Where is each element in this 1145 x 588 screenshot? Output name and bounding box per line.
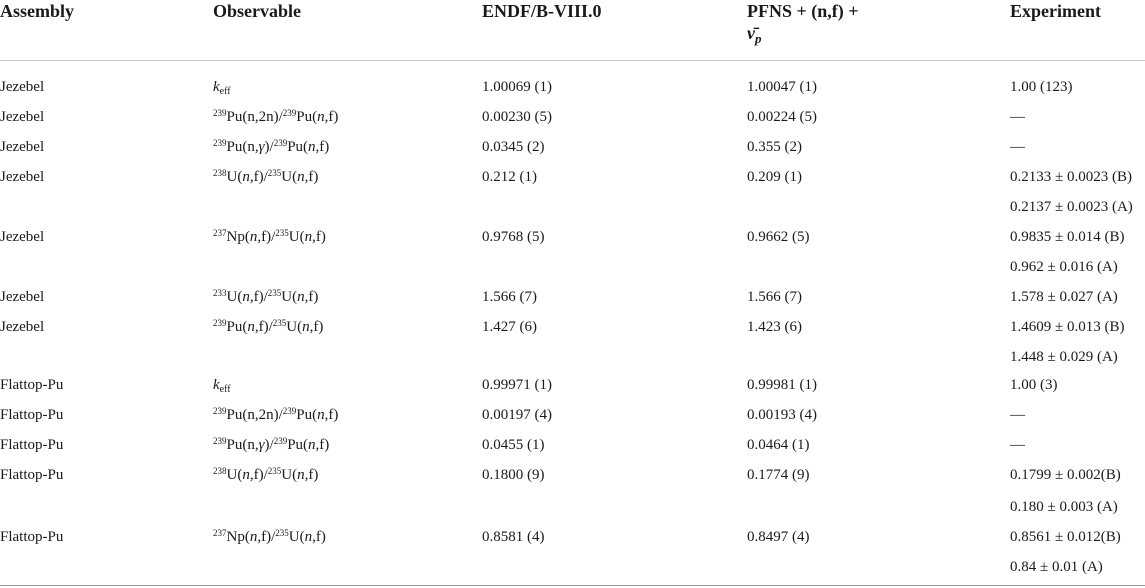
cell-experiment: 0.9835 ± 0.014 (B) [1010, 229, 1125, 245]
cell-pfns: 0.9662 (5) [747, 229, 810, 245]
cell-pfns: 0.355 (2) [747, 139, 802, 155]
cell-pfns: 0.8497 (4) [747, 529, 810, 545]
cell-pfns: 0.99981 (1) [747, 377, 817, 393]
cell-experiment: 0.2133 ± 0.0023 (B) [1010, 169, 1132, 185]
cell-assembly: Jezebel [0, 139, 45, 155]
table-row [0, 105, 1145, 129]
header-pfns-line2: $\nū_p$ [747, 23, 762, 46]
header-rule [0, 60, 1145, 61]
cell-endf: 0.99971 (1) [482, 377, 552, 393]
cell-experiment: 1.578 ± 0.027 (A) [1010, 289, 1118, 305]
cell-pfns: 0.00193 (4) [747, 407, 817, 423]
bottom-rule [0, 585, 1145, 586]
table-row [0, 525, 1145, 549]
cell-observable: $^{237}$Np(n,f)/$^{235}$U(n,f) [213, 528, 326, 545]
cell-experiment: 0.84 ± 0.01 (A) [1010, 559, 1103, 575]
table-row [0, 433, 1145, 457]
cell-assembly: Flattop-Pu [0, 407, 64, 423]
cell-endf: 0.9768 (5) [482, 229, 545, 245]
table-row [0, 373, 1145, 397]
cell-endf: 0.212 (1) [482, 169, 537, 185]
cell-pfns: 1.566 (7) [747, 289, 802, 305]
table-header [0, 0, 1145, 60]
header-experiment: Experiment [1010, 1, 1101, 21]
cell-assembly: Jezebel [0, 289, 45, 305]
cell-endf: 0.00197 (4) [482, 407, 552, 423]
cell-endf: 1.427 (6) [482, 319, 537, 335]
header-pfns [747, 0, 859, 44]
cell-experiment: 1.448 ± 0.029 (A) [1010, 349, 1118, 365]
cell-assembly: Jezebel [0, 79, 45, 95]
header-endf: ENDF/B-VIII.0 [482, 1, 602, 21]
cell-assembly: Jezebel [0, 169, 45, 185]
cell-pfns: 0.209 (1) [747, 169, 802, 185]
cell-endf: 0.8581 (4) [482, 529, 545, 545]
table-row [0, 315, 1145, 339]
cell-observable: $^{239}$Pu(n,f)/$^{235}$U(n,f) [213, 318, 324, 335]
table-row [0, 463, 1145, 487]
table-row [0, 225, 1145, 249]
table-row [0, 345, 1145, 369]
cell-observable: $^{237}$Np(n,f)/$^{235}$U(n,f) [213, 228, 326, 245]
cell-experiment: 1.00 (123) [1010, 79, 1073, 95]
table-row [0, 195, 1145, 219]
cell-experiment: — [1010, 109, 1025, 125]
cell-pfns: 1.00047 (1) [747, 79, 817, 95]
cell-assembly: Flattop-Pu [0, 437, 64, 453]
table-row [0, 285, 1145, 309]
cell-assembly: Jezebel [0, 109, 45, 125]
table-row [0, 555, 1145, 579]
cell-assembly: Flattop-Pu [0, 467, 64, 483]
cell-experiment: 1.00 (3) [1010, 377, 1058, 393]
cell-endf: 0.0455 (1) [482, 437, 545, 453]
cell-assembly: Jezebel [0, 229, 45, 245]
cell-pfns: 0.1774 (9) [747, 467, 810, 483]
table-row [0, 165, 1145, 189]
cell-experiment: 0.180 ± 0.003 (A) [1010, 499, 1118, 515]
cell-observable: $^{238}$U(n,f)/$^{235}$U(n,f) [213, 466, 319, 483]
cell-observable: $^{239}$Pu(n,2n)/$^{239}$Pu(n,f) [213, 108, 339, 125]
header-pfns-line1: PFNS + (n,f) + [747, 1, 859, 21]
cell-experiment: 0.2137 ± 0.0023 (A) [1010, 199, 1133, 215]
cell-experiment: 0.962 ± 0.016 (A) [1010, 259, 1118, 275]
cell-endf: 0.1800 (9) [482, 467, 545, 483]
cell-observable: $^{239}$Pu(n,γ)/$^{239}$Pu(n,f) [213, 138, 330, 155]
cell-assembly: Flattop-Pu [0, 377, 64, 393]
table-row [0, 403, 1145, 427]
cell-endf: 0.0345 (2) [482, 139, 545, 155]
cell-pfns: 0.00224 (5) [747, 109, 817, 125]
cell-observable: $^{239}$Pu(n,2n)/$^{239}$Pu(n,f) [213, 406, 339, 423]
cell-observable: $^{239}$Pu(n,γ)/$^{239}$Pu(n,f) [213, 436, 330, 453]
table-row [0, 75, 1145, 99]
cell-experiment: 0.8561 ± 0.012(B) [1010, 529, 1121, 545]
cell-endf: 0.00230 (5) [482, 109, 552, 125]
cell-experiment: — [1010, 437, 1025, 453]
cell-assembly: Flattop-Pu [0, 529, 64, 545]
header-observable: Observable [213, 1, 301, 21]
cell-assembly: Jezebel [0, 319, 45, 335]
cell-endf: 1.00069 (1) [482, 79, 552, 95]
cell-observable: $^{238}$U(n,f)/$^{235}$U(n,f) [213, 168, 319, 185]
cell-pfns: 1.423 (6) [747, 319, 802, 335]
cell-observable: $k_{eff}$ [213, 377, 231, 395]
table-row [0, 255, 1145, 279]
header-assembly: Assembly [0, 1, 75, 21]
cell-experiment: 0.1799 ± 0.002(B) [1010, 467, 1121, 483]
table-row [0, 135, 1145, 159]
cell-pfns: 0.0464 (1) [747, 437, 810, 453]
cell-experiment: — [1010, 407, 1025, 423]
table-row [0, 495, 1145, 519]
cell-experiment: 1.4609 ± 0.013 (B) [1010, 319, 1125, 335]
cell-endf: 1.566 (7) [482, 289, 537, 305]
cell-observable: $k_{eff}$ [213, 79, 231, 97]
cell-experiment: — [1010, 139, 1025, 155]
cell-observable: $^{233}$U(n,f)/$^{235}$U(n,f) [213, 288, 319, 305]
